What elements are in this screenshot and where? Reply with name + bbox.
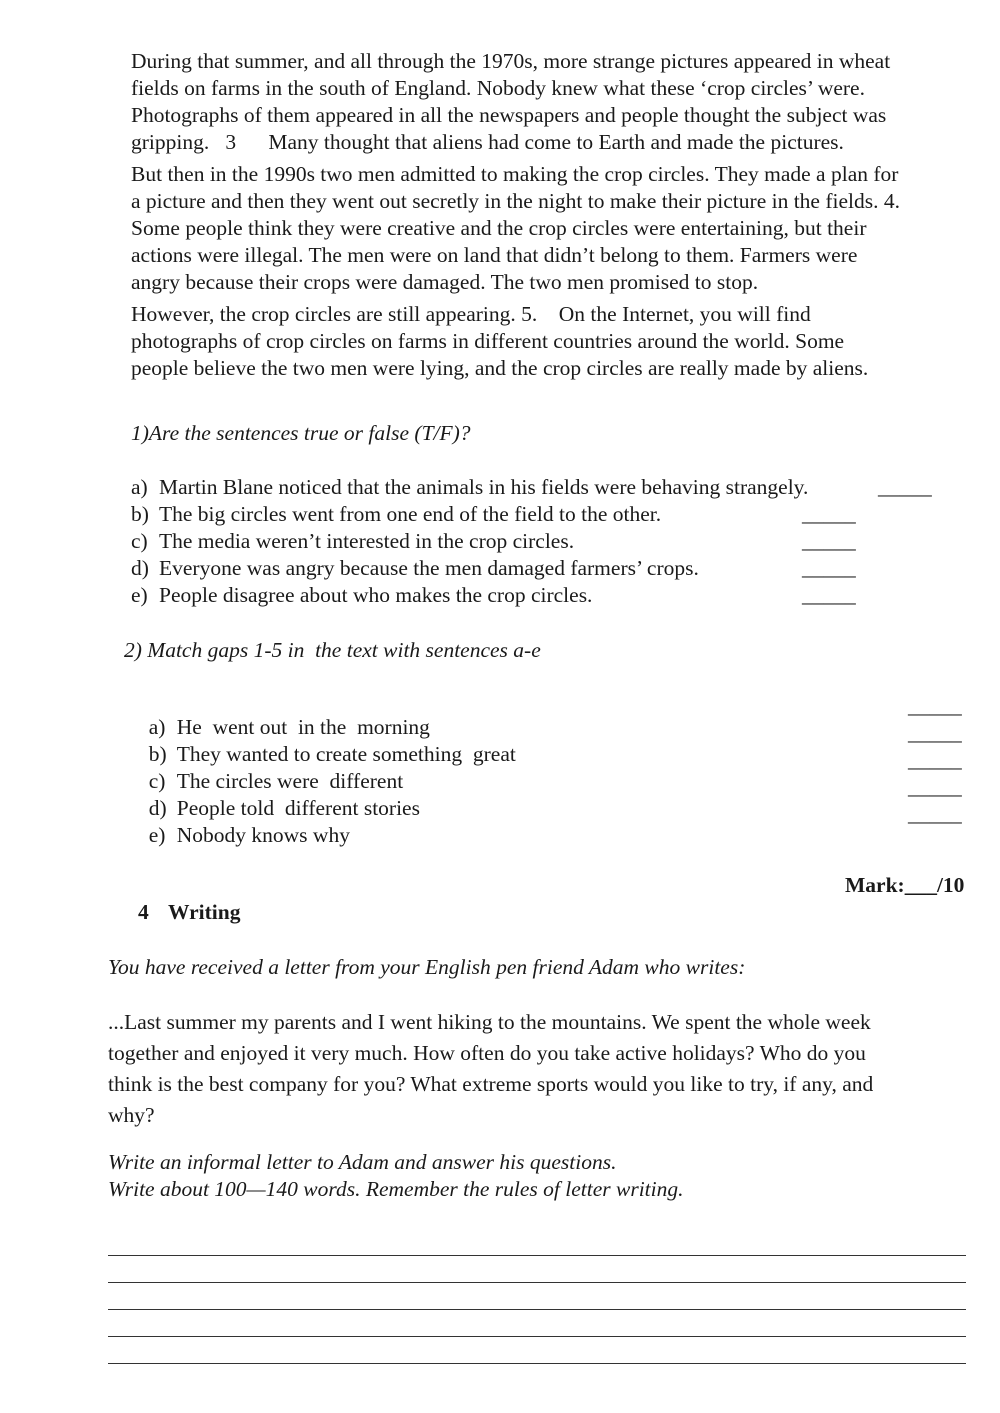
text-line: Some people think they were creative and the crop circles were entertaining, but their bbox=[131, 216, 867, 240]
text-line: people believe the two men were lying, and the crop circles are really made by aliens. bbox=[131, 356, 869, 380]
writing-instructions bbox=[108, 1149, 684, 1203]
text-line: photographs of crop circles on farms in different countries around the world. Some bbox=[131, 329, 845, 353]
item-text: Martin Blane noticed that the animals in his fields were behaving strangely. bbox=[159, 475, 809, 499]
mark-score bbox=[845, 872, 964, 899]
task1-title: 1)Are the sentences true or false (T/F)? bbox=[131, 421, 471, 445]
task1-answer-blank[interactable]: _____ bbox=[802, 583, 856, 607]
answer-line[interactable] bbox=[108, 1363, 966, 1364]
text-line: angry because their crops were damaged. The two men promised to stop. bbox=[131, 270, 759, 294]
task1-answer-blank[interactable]: _____ bbox=[802, 502, 856, 526]
text-line: However, the crop circles are still appearing. 5. On the Internet, you will find bbox=[131, 302, 811, 326]
task2-answer-blank[interactable]: _____ bbox=[908, 802, 962, 826]
text-line: Photographs of them appeared in all the newspapers and people thought the subject was bbox=[131, 103, 887, 127]
task2-answer-blank[interactable]: _____ bbox=[908, 775, 962, 799]
item-letter: b) bbox=[131, 502, 149, 526]
item-letter: c) bbox=[148, 769, 166, 793]
pen-friend-letter bbox=[108, 1007, 873, 1131]
item-text: People told different stories bbox=[176, 796, 420, 820]
item-letter: e) bbox=[148, 823, 166, 847]
mark-label: Mark: bbox=[845, 873, 905, 897]
answer-line[interactable] bbox=[108, 1282, 966, 1283]
answer-line[interactable] bbox=[108, 1309, 966, 1310]
item-letter: d) bbox=[131, 556, 149, 580]
text-line: fields on farms in the south of England. Nobody knew what these ‘crop circles’ were. bbox=[131, 76, 865, 100]
item-text: Nobody knows why bbox=[176, 823, 350, 847]
task1-answer-blank[interactable]: _____ bbox=[802, 556, 856, 580]
item-letter: a) bbox=[148, 715, 166, 739]
mark-total: /10 bbox=[936, 873, 965, 897]
item-letter: a) bbox=[131, 475, 148, 499]
item-letter: e) bbox=[131, 583, 148, 607]
text-line: During that summer, and all through the 1970s, more strange pictures appeared in wheat bbox=[131, 49, 891, 73]
letter-line: ...Last summer my parents and I went hiking to the mountains. We spent the whole week bbox=[108, 1010, 871, 1034]
task1-answer-blank[interactable]: _____ bbox=[802, 529, 856, 553]
text-line: But then in the 1990s two men admitted to making the crop circles. They made a plan for bbox=[131, 162, 899, 186]
instruction-line: Write an informal letter to Adam and answer his questions. bbox=[108, 1150, 617, 1174]
answer-line[interactable] bbox=[108, 1255, 966, 1256]
task2-answer-blank[interactable]: _____ bbox=[908, 694, 962, 718]
task2-answer-blank[interactable]: _____ bbox=[908, 721, 962, 745]
item-letter: b) bbox=[148, 742, 167, 766]
task1-item bbox=[131, 528, 574, 555]
task2-item bbox=[138, 795, 350, 849]
item-text: The media weren’t interested in the crop circles. bbox=[159, 529, 575, 553]
item-text: The circles were different bbox=[176, 769, 404, 793]
writing-intro: You have received a letter from your English pen friend Adam who writes: bbox=[108, 955, 746, 979]
reading-paragraph-3 bbox=[131, 301, 868, 382]
answer-line[interactable] bbox=[108, 1336, 966, 1337]
item-letter: c) bbox=[131, 529, 148, 553]
section-title: Writing bbox=[168, 900, 241, 924]
item-text: He went out in the morning bbox=[176, 715, 430, 739]
instruction-line: Write about 100—140 words. Remember the rules of letter writing. bbox=[108, 1177, 684, 1201]
item-text: Everyone was angry because the men damaged farmers’ crops. bbox=[159, 556, 699, 580]
task1-item bbox=[131, 501, 661, 528]
text-line: gripping. 3 Many thought that aliens had come to Earth and made the pictures. bbox=[131, 130, 844, 154]
text-line: actions were illegal. The men were on land that didn’t belong to them. Farmers were bbox=[131, 243, 858, 267]
task2-title: 2) Match gaps 1-5 in the text with sentences a-e bbox=[124, 638, 541, 662]
task1-item bbox=[131, 555, 699, 582]
task2-answer-blank[interactable]: _____ bbox=[908, 748, 962, 772]
reading-paragraph-2 bbox=[131, 161, 900, 296]
item-text: People disagree about who makes the crop circles. bbox=[159, 583, 593, 607]
item-text: The big circles went from one end of the field to the other. bbox=[159, 502, 662, 526]
reading-paragraph-1 bbox=[131, 48, 890, 156]
section-heading-writing bbox=[138, 899, 240, 926]
mark-blank[interactable]: ___ bbox=[904, 873, 937, 897]
text-line: a picture and then they went out secretly in the night to make their picture in the fields. 4. bbox=[131, 189, 900, 213]
item-text: They wanted to create something great bbox=[176, 742, 516, 766]
task1-item bbox=[131, 582, 592, 609]
section-number: 4 bbox=[138, 900, 149, 924]
task1-item bbox=[131, 474, 808, 501]
letter-line: think is the best company for you? What extreme sports would you like to try, if any, and bbox=[108, 1072, 874, 1096]
letter-line: why? bbox=[108, 1103, 155, 1127]
task1-answer-blank[interactable]: _____ bbox=[878, 475, 932, 499]
item-letter: d) bbox=[148, 796, 167, 820]
letter-line: together and enjoyed it very much. How often do you take active holidays? Who do you bbox=[108, 1041, 866, 1065]
